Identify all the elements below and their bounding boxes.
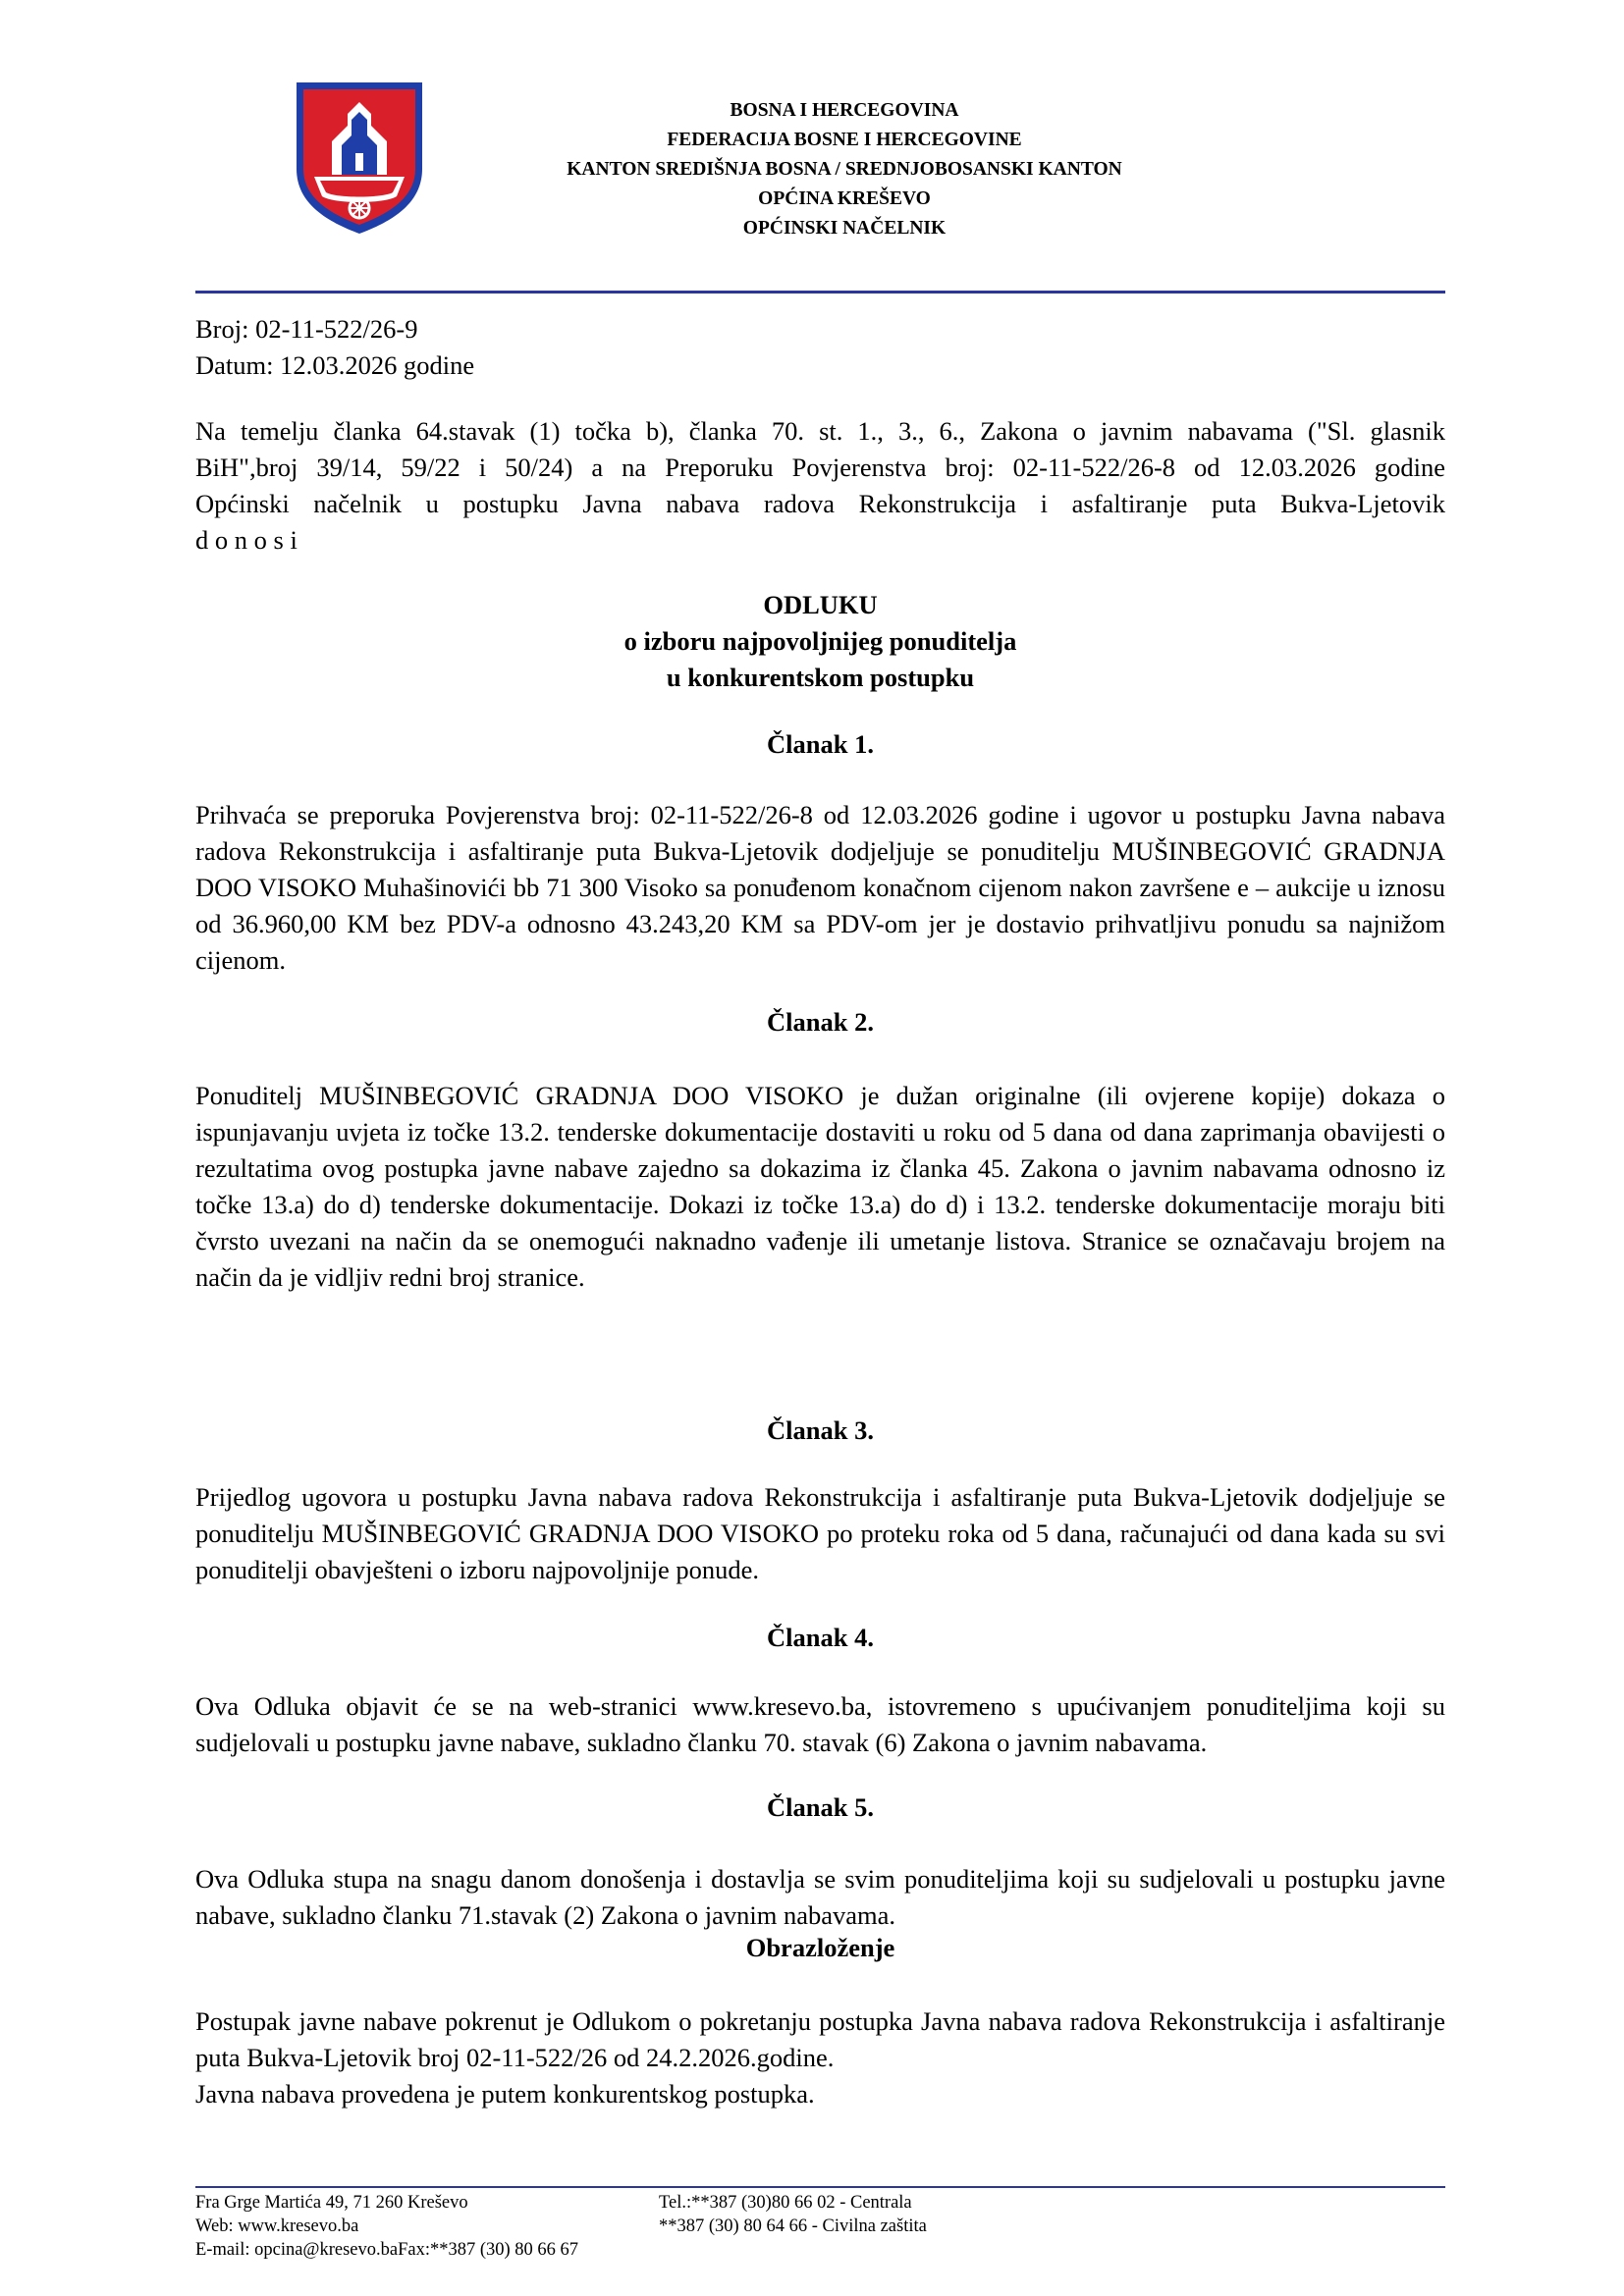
explanation-text [195,2003,1445,2112]
intro-line: BiH",broj 39/14, 59/22 i 50/24) a na Preporuku Povjerenstva broj: 02-11-522/26-8 od 12.03.2026 godine [195,453,1445,482]
intro-line: Općinski načelnik u postupku Javna nabava radova Rekonstrukcija i asfaltiranje puta Bukva-Ljetovik [195,489,1445,518]
reference-number: Broj: 02-11-522/26-9 [195,314,418,344]
explanation-paragraph: Postupak javne nabave pokrenut je Odlukom o pokretanju postupka Javna nabava radova Rekonstrukcija i asfaltiranje puta Bukva-Ljetovik broj 02-11-522/26 od 24.2.2026.godine. [195,2006,1445,2072]
header-line-country: BOSNA I HERCEGOVINA [730,100,959,121]
decision-title-sub: o izboru najpovoljnijeg ponuditelja [623,626,1017,656]
header-divider [195,291,1445,294]
footer-contact [195,2191,1079,2262]
footer-website: Web: www.kresevo.ba [195,2216,359,2236]
explanation-heading: Obrazloženje [745,1933,895,1962]
decision-title [195,587,1445,696]
article-paragraph: Ova Odluka stupa na snagu danom donošenja i dostavlja se svim ponuditeljima koji su sudjelovali u postupku javne nabave, sukladno članku 71.stavak (2) Zakona o javnim nabavama. [195,1864,1445,1930]
document-date: Datum: 12.03.2026 godine [195,350,475,380]
article-2-text [195,1078,1445,1296]
header-line-office: OPĆINSKI NAČELNIK [742,218,947,239]
article-4-heading: Članak 4. [767,1623,874,1652]
footer-email-fax: E-mail: opcina@kresevo.baFax:**387 (30) 80 66 67 [195,2240,579,2260]
decision-title-sub: u konkurentskom postupku [666,663,975,692]
institution-header [550,96,1139,243]
article-3-heading: Članak 3. [767,1415,874,1445]
article-paragraph: Ponuditelj MUŠINBEGOVIĆ GRADNJA DOO VISOKO je dužan originalne (ili ovjerene kopije) dokaza o ispunjavanju uvjeta iz točke 13.2. tenderske dokumentacije dostaviti u roku od 5 dana od dana zaprimanja obavijesti o rezultatima ovog postupka javne nabave zajedno sa dokazima iz članka 45. Zakona o javnim nabavama odnosno iz točke 13.a) do d) tenderske dokumentacije. Dokazi iz točke 13.a) do d) i 13.2. tenderske dokumentacije moraju biti čvrsto uvezani na način da se onemogući naknadno vađenje ili umetanje listova. Stranice se označavaju brojem na način da je vidljiv redni broj stranice. [195,1081,1445,1292]
article-1-heading: Članak 1. [767,729,874,759]
article-paragraph: Ova Odluka objavit će se na web-stranici www.kresevo.ba, istovremeno s upućivanjem ponuditeljima koji su sudjelovali u postupku javne nabave, sukladno članku 70. stavak (6) Zakona o javnim nabavama. [195,1691,1445,1757]
article-paragraph: Prihvaća se preporuka Povjerenstva broj: 02-11-522/26-8 od 12.03.2026 godine i ugovor u postupku Javna nabava radova Rekonstrukcija i asfaltiranje puta Bukva-Ljetovik dodjeljuje se ponuditelju MUŠINBEGOVIĆ GRADNJA DOO VISOKO Muhašinovići bb 71 300 Visoko sa ponuđenom konačnom cijenom nakon završene e – aukcije u iznosu od 36.960,00 KM bez PDV-a odnosno 43.243,20 KM sa PDV-om jer je dostavio prihvatljivu ponudu sa najnižom cijenom. [195,800,1445,975]
article-paragraph: Prijedlog ugovora u postupku Javna nabava radova Rekonstrukcija i asfaltiranje puta Bukva-Ljetovik dodjeljuje se ponuditelju MUŠINBEGOVIĆ GRADNJA DOO VISOKO po proteku roka od 5 dana, računajući od dana kada su svi ponuditelji obavješteni o izboru najpovoljnije ponude. [195,1482,1445,1584]
intro-paragraph [195,413,1445,559]
article-4-text [195,1688,1445,1761]
header-line-municipality: OPĆINA KREŠEVO [758,188,931,209]
article-1-text [195,797,1445,979]
footer-phone: Tel.:**387 (30)80 66 02 - Centrala [659,2193,912,2213]
document-meta [195,311,1445,384]
intro-line: Na temelju članka 64.stavak (1) točka b), članka 70. st. 1., 3., 6., Zakona o javnim nabavama ("Sl. glasnik [195,416,1445,446]
explanation-paragraph: Javna nabava provedena je putem konkurentskog postupka. [195,2079,815,2109]
article-5-text [195,1861,1445,1934]
decision-title-main: ODLUKU [763,590,878,619]
intro-line: d o n o s i [195,525,298,555]
kresevo-coat-of-arms [293,79,426,236]
header-line-canton: KANTON SREDIŠNJA BOSNA / SREDNJOBOSANSKI KANTON [567,159,1122,180]
article-3-text [195,1479,1445,1588]
header-line-federation: FEDERACIJA BOSNE I HERCEGOVINE [667,130,1022,150]
article-5-heading: Članak 5. [767,1792,874,1822]
footer-divider [195,2186,1445,2188]
article-2-heading: Članak 2. [767,1007,874,1037]
footer-address: Fra Grge Martića 49, 71 260 Kreševo [195,2193,468,2213]
footer-civil-protection-phone: **387 (30) 80 64 66 - Civilna zaštita [659,2216,927,2236]
